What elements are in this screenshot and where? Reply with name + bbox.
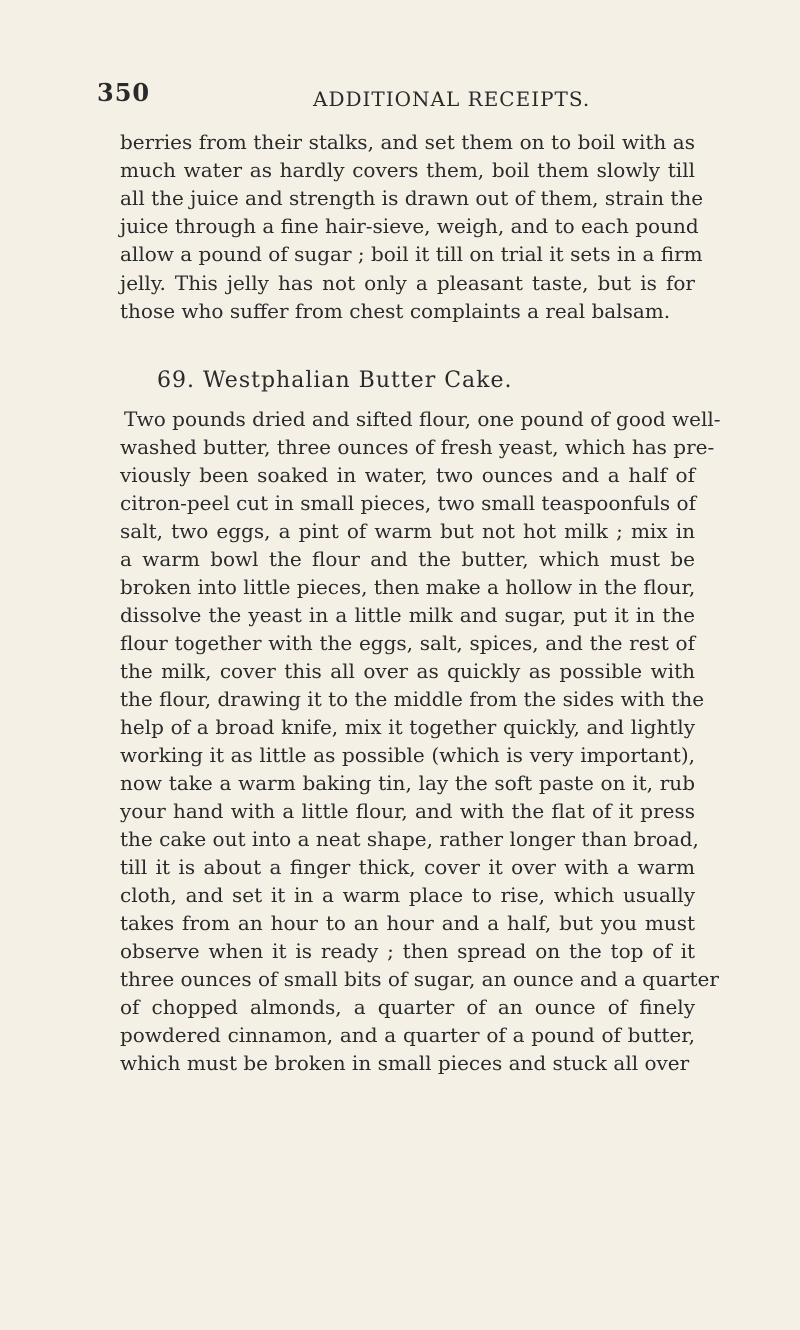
text-line: dissolve the yeast in a little milk and sugar, put it in the bbox=[120, 603, 695, 627]
text-line: which must be broken in small pieces and stuck all over bbox=[120, 1051, 690, 1075]
text-line: berries from their stalks, and set them on to boil with as bbox=[120, 130, 695, 154]
text-line: flour together with the eggs, salt, spices, and the rest of bbox=[120, 631, 695, 655]
text-line: help of a broad knife, mix it together quickly, and lightly bbox=[120, 715, 695, 739]
text-line: Two pounds dried and sifted flour, one pound of good well- bbox=[124, 407, 721, 431]
page-number: 350 bbox=[97, 78, 151, 107]
text-line: jelly. This jelly has not only a pleasant taste, but is for bbox=[120, 271, 695, 295]
text-line: citron-peel cut in small pieces, two small teaspoonfuls of bbox=[120, 491, 696, 515]
text-line: of chopped almonds, a quarter of an ounce of finely bbox=[120, 995, 695, 1019]
text-line: those who suffer from chest complaints a real balsam. bbox=[120, 299, 671, 323]
section-heading: 69. Westphalian Butter Cake. bbox=[157, 368, 513, 393]
text-line: washed butter, three ounces of fresh yeast, which has pre- bbox=[120, 435, 715, 459]
running-title: ADDITIONAL RECEIPTS. bbox=[313, 87, 591, 111]
text-line: your hand with a little flour, and with the flat of it press bbox=[120, 799, 695, 823]
text-line: three ounces of small bits of sugar, an ounce and a quarter bbox=[120, 967, 719, 991]
text-line: broken into little pieces, then make a hollow in the flour, bbox=[120, 575, 696, 599]
text-line: viously been soaked in water, two ounces and a half of bbox=[120, 463, 695, 487]
text-line: takes from an hour to an hour and a half, but you must bbox=[120, 911, 695, 935]
text-line: salt, two eggs, a pint of warm but not hot milk ; mix in bbox=[120, 519, 695, 543]
text-line: powdered cinnamon, and a quarter of a pound of butter, bbox=[120, 1023, 695, 1047]
text-line: juice through a fine hair-sieve, weigh, and to each pound bbox=[120, 214, 699, 238]
text-line: all the juice and strength is drawn out of them, strain the bbox=[120, 186, 704, 210]
text-line: a warm bowl the flour and the butter, which must be bbox=[120, 547, 695, 571]
text-line: working it as little as possible (which is very important), bbox=[120, 743, 695, 767]
text-line: the cake out into a neat shape, rather longer than broad, bbox=[120, 827, 699, 851]
text-line: observe when it is ready ; then spread on the top of it bbox=[120, 939, 695, 963]
text-line: allow a pound of sugar ; boil it till on trial it sets in a firm bbox=[120, 242, 703, 266]
text-line: till it is about a finger thick, cover it over with a warm bbox=[120, 855, 695, 879]
text-line: now take a warm baking tin, lay the soft paste on it, rub bbox=[120, 771, 695, 795]
text-line: the milk, cover this all over as quickly as possible with bbox=[120, 659, 695, 683]
text-line: the flour, drawing it to the middle from the sides with the bbox=[120, 687, 705, 711]
text-line: much water as hardly covers them, boil them slowly till bbox=[120, 158, 695, 182]
text-line: cloth, and set it in a warm place to rise, which usually bbox=[120, 883, 695, 907]
